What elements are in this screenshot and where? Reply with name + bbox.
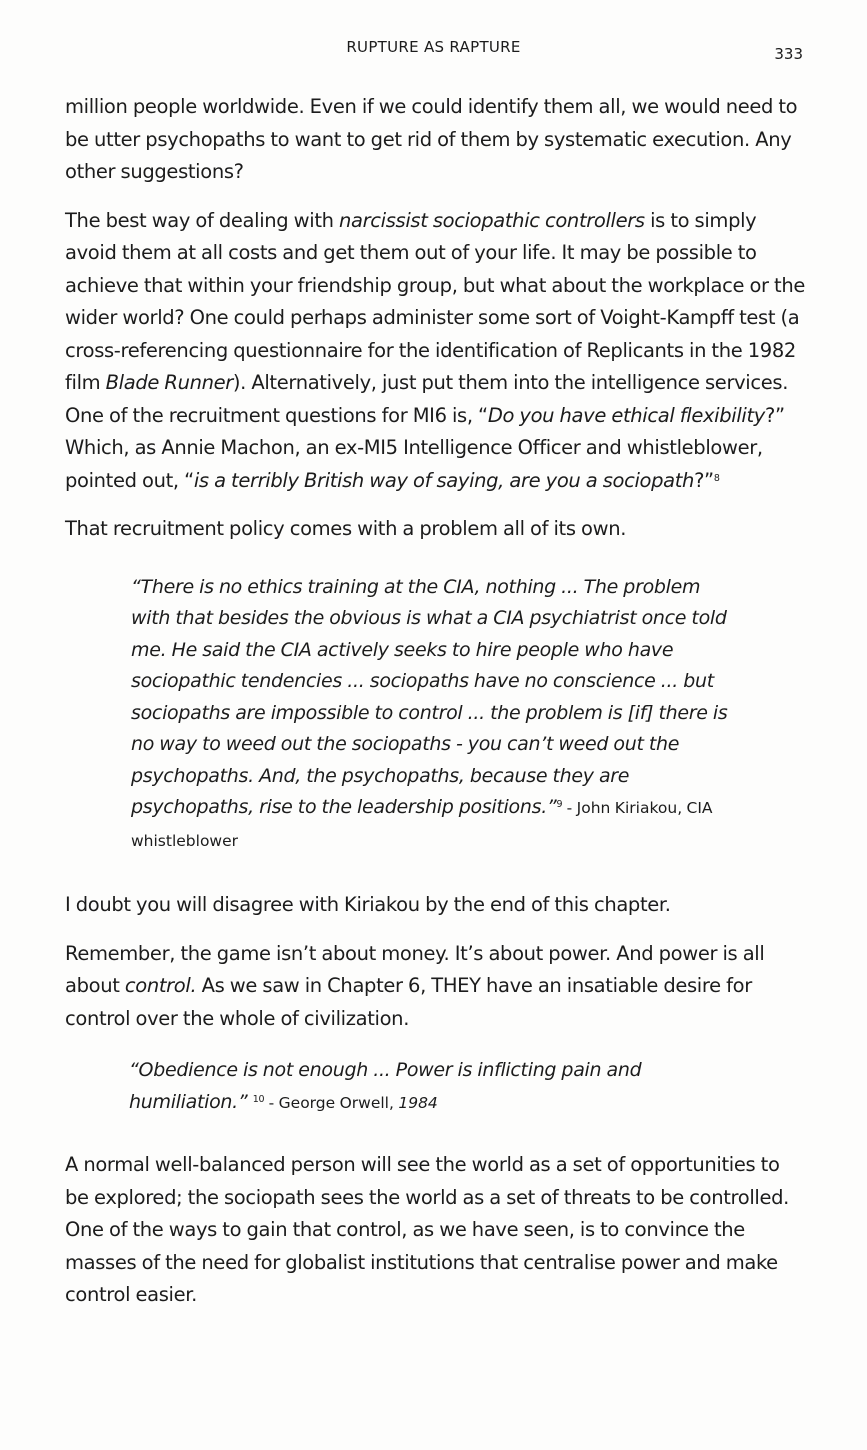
text-run: Remember, the game isn’t about money. It’s about power. And power is all about xyxy=(65,941,765,997)
footnote-ref-9: 9 xyxy=(556,799,563,810)
paragraph-1: million people worldwide. Even if we could identify them all, we would need to be utter psychopaths to want to get rid of them by systematic execution. Any other suggestions? xyxy=(65,95,798,183)
text-run: ?” xyxy=(694,468,714,492)
quoted-remark: is a terribly British way of saying, are you a sociopath xyxy=(193,468,695,492)
block-quote-kiriakou xyxy=(131,572,731,858)
footnote-ref-8: 8 xyxy=(713,472,720,484)
paragraph-5 xyxy=(65,938,805,1036)
paragraph-2 xyxy=(65,205,805,498)
paragraph-3: That recruitment policy comes with a problem all of its own. xyxy=(65,517,627,540)
paragraph-6: A normal well-balanced person will see the world as a set of opportunities to be explored; the sociopath sees the world as a set of threats to be controlled. One of the ways to gain that control, as we have seen, is to convince the masses of the need for globalist institutions that centralise power and make control easier. xyxy=(65,1153,789,1306)
quote-attribution xyxy=(264,1094,438,1112)
film-title: Blade Runner xyxy=(105,371,233,394)
block-quote-orwell xyxy=(129,1055,729,1119)
text-run: ). Alternatively, just put them into the intelligence services. One of the recruitment questions for MI6 is, “ xyxy=(65,371,789,427)
paragraph-4: I doubt you will disagree with Kiriakou by the end of this chapter. xyxy=(65,893,671,916)
running-title: RUPTURE AS RAPTURE xyxy=(346,38,521,56)
quote-attribution: - John Kiriakou, CIA whistleblower xyxy=(131,799,713,850)
page-number: 333 xyxy=(774,45,803,63)
attribution-book: 1984 xyxy=(398,1093,438,1112)
text-run: As we saw in Chapter 6, THEY have an insatiable desire for control over the whole of civilization. xyxy=(65,974,752,1030)
text-run: The best way of dealing with xyxy=(65,208,339,232)
quoted-question: Do you have ethical flexibility xyxy=(487,403,765,427)
text-run: ?” Which, as Annie Machon, an ex-MI5 Intelligence Officer and whistleblower, pointed out, “ xyxy=(65,403,785,492)
emphasis: control. xyxy=(124,974,197,997)
body-text xyxy=(65,91,805,1328)
quote-text: “There is no ethics training at the CIA, nothing ... The problem with that besides the obvious is what a CIA psychiatrist once told me. He said the CIA actively seeks to hire people who have sociopathic tendencies ... sociopaths have no conscience ... but sociopaths are impossible to control ... the problem is [if] there is no way to weed out the sociopaths - you can’t weed out the psychopaths. And, the psychopaths, because they are psychopaths, rise to the leadership positions.” xyxy=(131,575,728,818)
quote-text: “Obedience is not enough ... Power is inflicting pain and humiliation.” xyxy=(129,1059,642,1113)
footnote-ref-10: 10 xyxy=(252,1093,265,1105)
text-run: is to simply avoid them at all costs and get them out of your life. It may be possible to achieve that within your friendship group, but what about the workplace or the wider world? One could perhaps administer some sort of Voight-Kampff test (a cross-referencing questionnaire for the identification of Replicants in the 1982 film xyxy=(65,208,805,394)
emphasis: narcissist sociopathic controllers xyxy=(339,208,645,232)
attribution-author: - George Orwell, xyxy=(264,1093,399,1112)
